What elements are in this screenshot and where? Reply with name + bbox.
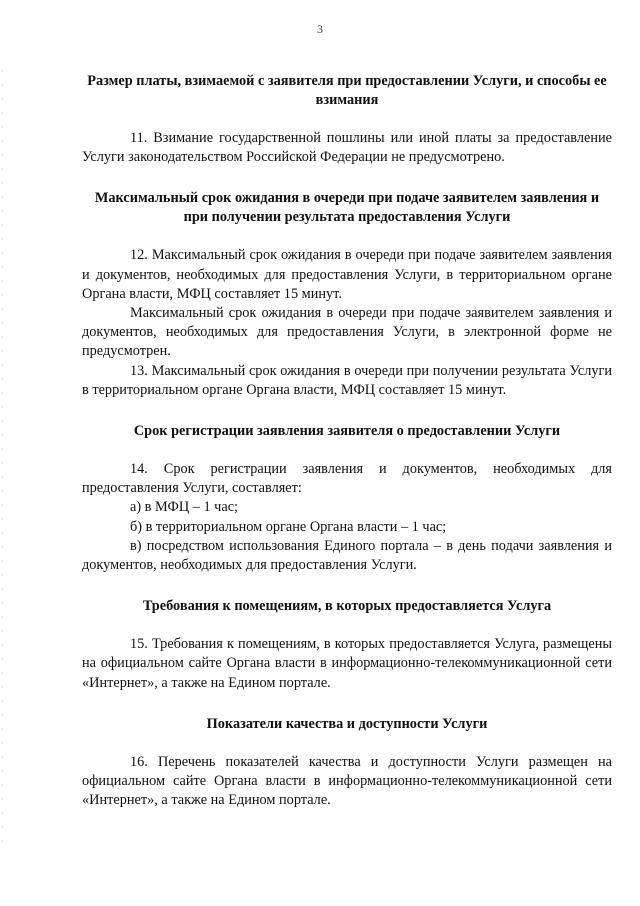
page-number: 3 — [317, 22, 323, 36]
section-heading-quality: Показатели качества и доступности Услуги — [206, 715, 488, 732]
paragraph-16: 16. Перечень показателей качества и доступности Услуги размещен на официальном сайте Органа власти в информационно-телекоммуникационной сети «Интернет», а также на Едином портале. — [82, 753, 612, 809]
paragraph-11: 11. Взимание государственной пошлины или иной платы за предоставление Услуги законодательством Российской Федерации не предусмотрено. — [82, 130, 612, 166]
section-heading-registration: Срок регистрации заявления заявителя о предоставлении Услуги — [133, 423, 561, 440]
paragraph-13: 13. Максимальный срок ожидания в очереди при получении результата Услуги в территориальном органе Органа власти, МФЦ составляет 15 минут. — [82, 362, 612, 398]
section-heading-queue-time: Максимальный срок ожидания в очереди при подаче заявителем заявления и при получении результата предоставления Услуги — [94, 190, 600, 226]
scan-edge-mark — [2, 70, 3, 850]
paragraph-14-a: а) в МФЦ – 1 час; — [130, 499, 239, 516]
paragraph-15: 15. Требования к помещениям, в которых предоставляется Услуга, размещены на официальном сайте Органа власти в информационно-телекоммуникационной сети «Интернет», а также на Едином портале. — [82, 636, 612, 691]
paragraph-14-c: в) посредством использования Единого портала – в день подачи заявления и документов, необходимых для предоставления Услуги. — [82, 537, 612, 574]
document-body — [82, 72, 612, 810]
paragraph-14-b: б) в территориальном органе Органа власти – 1 час; — [130, 518, 447, 535]
paragraph-12-electronic: Максимальный срок ожидания в очереди при подаче заявителем заявления и документов, необходимых для предоставления Услуги, в электронной форме не предусмотрен. — [82, 305, 612, 360]
section-heading-premises: Требования к помещениям, в которых предоставляется Услуга — [142, 598, 552, 615]
section-heading-fee: Размер платы, взимаемой с заявителя при предоставлении Услуги, и способы ее взимания — [87, 73, 607, 108]
paragraph-12: 12. Максимальный срок ожидания в очереди при подаче заявителем заявления и документов, необходимых для предоставления Услуги, в территориальном органе Органа власти, МФЦ составляет 15 минут. — [82, 247, 612, 302]
paragraph-14: 14. Срок регистрации заявления и документов, необходимых для предоставления Услуги, составляет: — [82, 461, 612, 497]
